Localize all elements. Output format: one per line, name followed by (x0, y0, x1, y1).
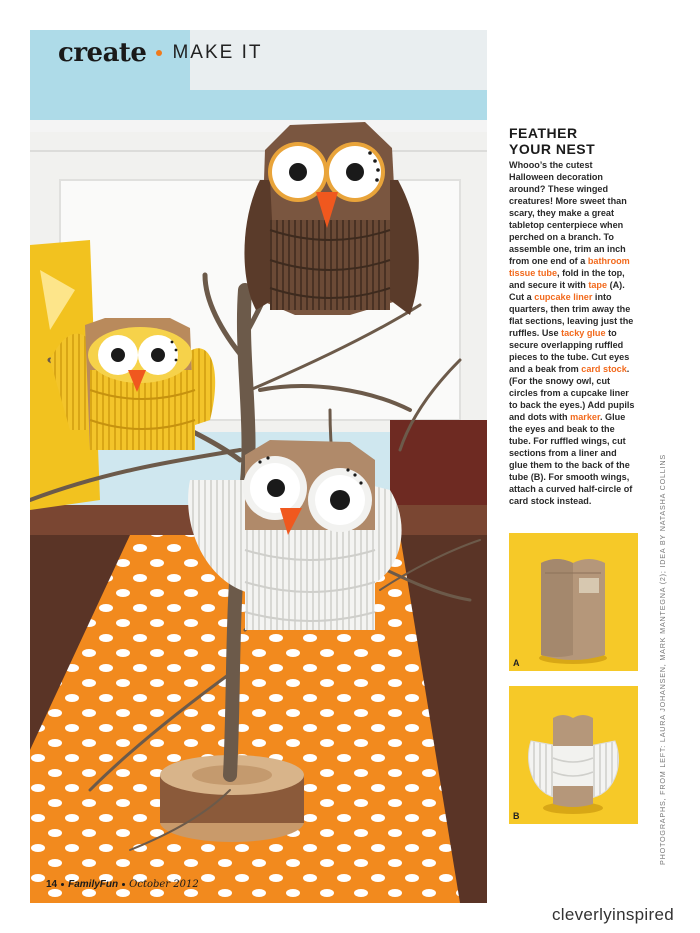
magazine-name: FamilyFun (68, 879, 119, 890)
body-text: . Glue the eyes and beak to the tube. For ruffled wings, cut sections from a liner and glue them to the back of the tube (B). For smooth wings, attach a curved half-circle of card stock instead. (509, 412, 633, 506)
article-headline (509, 125, 637, 157)
headline-line-1: FEATHER (509, 125, 578, 141)
supply-highlight: tape (588, 280, 608, 290)
step-photo-b (509, 686, 638, 824)
body-text: , fold in the top, and secure it with (509, 268, 625, 290)
main-photo (30, 30, 487, 903)
step-label-a: A (513, 658, 520, 668)
owls-on-branch-illustration (30, 30, 487, 903)
step-label-b: B (513, 811, 520, 821)
body-text: (A). Cut a (509, 280, 625, 302)
section-brand: create (58, 38, 147, 68)
body-text: Whooo’s the cutest Halloween decoration around? These winged creatures! More sweet than scary, they make a great tabletop centerpiece when perched on a branch. To assemble one, trim an inch from one end of a (509, 160, 627, 266)
body-text: to secure overlapping ruffled pieces to the tube. Cut eyes and a beak from (509, 328, 630, 374)
tube-with-wings-illustration (509, 686, 638, 824)
bullet-icon (61, 883, 64, 886)
supply-highlight: bathroom tissue tube (509, 256, 630, 278)
supply-highlight: tacky glue (561, 328, 606, 338)
body-text: . (For the snowy owl, cut circles from a cupcake liner to back the eyes.) Add pupils and dots with (509, 364, 635, 422)
page-number: 14 (46, 879, 58, 890)
section-title: MAKE IT (172, 42, 263, 63)
step-photo-a (509, 533, 638, 671)
article (509, 125, 637, 507)
issue-date: October 2012 (129, 879, 199, 890)
article-body (509, 159, 637, 507)
headline-line-2: YOUR NEST (509, 141, 596, 157)
supply-highlight: marker (570, 412, 600, 422)
bullet-icon (122, 883, 125, 886)
bullet-icon (156, 50, 162, 56)
supply-highlight: cupcake liner (534, 292, 593, 302)
watermark: cleverlyinspired (552, 905, 674, 924)
tube-folded-illustration (509, 533, 638, 671)
section-header (58, 38, 263, 68)
photo-credits: PHOTOGRAPHS, FROM LEFT: LAURA JOHANSEN, MARK MANTEGNA (2); IDEA BY NATASHA COLLINS (658, 454, 667, 865)
supply-highlight: card stock (581, 364, 627, 374)
body-text: into quarters, then trim away the flat sections, leaving just the ruffles. Use (509, 292, 634, 338)
page-folio (46, 879, 199, 890)
